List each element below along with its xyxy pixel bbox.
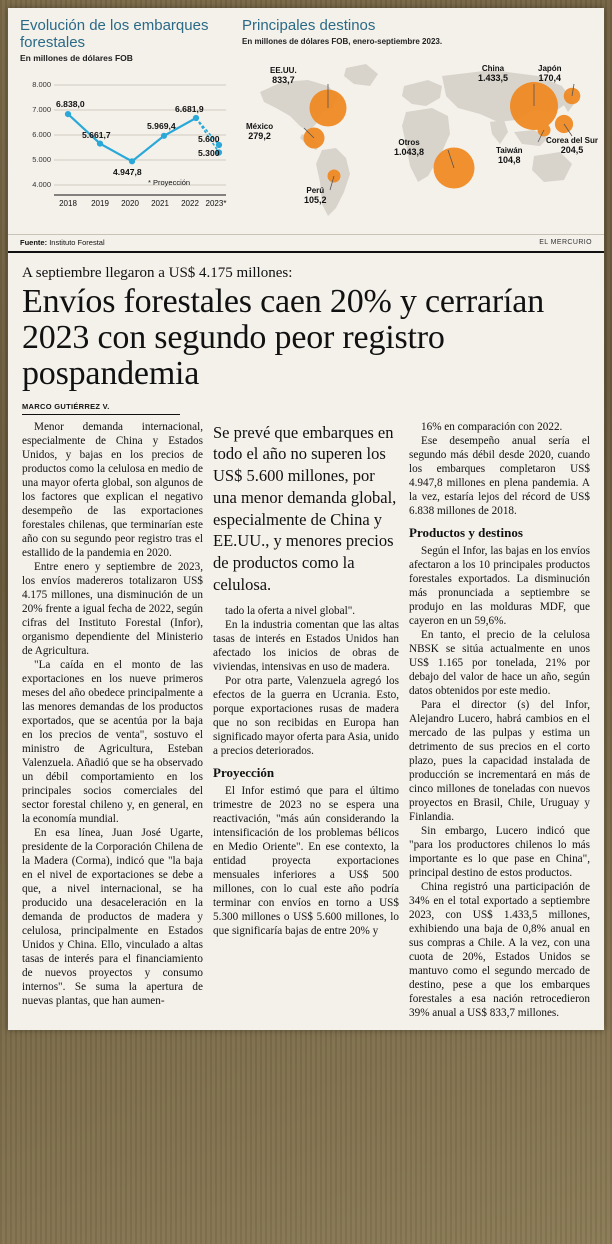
paragraph: En esa línea, Juan José Ugarte, presidente de la Corporación Chilena de la Madera (Corma), indicó que "la baja en el nivel de exportaciones se debe a que, a nivel internacional, se ha producido una desaceleración en la demanda de productos de madera y celulosa, principalmente en Estados Unidos y China. Ello, vinculado a altas tasas de interés para el financiamiento de nuevos proyectos y consumo internos". Se suma la apertura de nuevas plantas, que han aumen-	[22, 826, 203, 1007]
svg-text:6.838,0: 6.838,0	[56, 99, 85, 109]
source-credit	[20, 238, 105, 247]
article-column-3	[409, 420, 590, 1020]
paragraph: tado la oferta a nivel global".	[225, 604, 356, 617]
map-label-otros: Otros 1.043,8	[394, 137, 425, 157]
svg-text:4.947,8: 4.947,8	[113, 167, 142, 177]
pull-quote: Se prevé que embarques en todo el año no superen los US$ 5.600 millones, por una menor demanda global, especialmente de China y EE.UU., y menores precios de productos como la celulosa.	[213, 422, 397, 594]
svg-text:5.661,7: 5.661,7	[82, 130, 111, 140]
paragraph: Entre enero y septiembre de 2023, los envíos madereros totalizaron US$ 4.175 millones, una disminución de un 20% frente a igual fecha de 2022, según cifras del Instituto Forestal (Infor), organismo dependiente del Ministerio de Agricultura.	[22, 560, 203, 657]
paragraph: En la industria comentan que las altas tasas de interés en Estados Unidos han afectado los inicios de obras de viviendas, intensivas en uso de madera.	[213, 618, 399, 673]
svg-text:* Proyección: * Proyección	[148, 178, 191, 187]
infographic-block	[8, 8, 604, 235]
publication-brand: EL MERCURIO	[539, 238, 592, 246]
article	[8, 253, 604, 1020]
paragraph: El Infor estimó que para el último trimestre de 2023 no se espera una reactivación, "más aún considerando la intensificación de los problemas bélicos en Medio Oriente". En ese contexto, la entidad proyecta exportaciones mensuales inferiores a US$ 500 millones, con lo cual este año podría terminar con envíos en torno a US$ 5.300 millones o US$ 5.600 millones, lo que significaría bajas de entre 20% y	[213, 784, 399, 937]
map-title: Principales destinos	[242, 17, 376, 34]
svg-text:6.681,9: 6.681,9	[175, 104, 204, 114]
paragraph: Ese desempeño anual sería el segundo más débil desde 2020, cuando los embarques completaron US$ 4.947,8 millones en plena pandemia. A la vez, estaría lejos del récord de US$ 6.838 millones de 2018.	[409, 434, 590, 517]
newspaper-sheet	[8, 8, 604, 1030]
line-chart-svg	[20, 67, 232, 217]
svg-text:5.300: 5.300	[198, 148, 220, 158]
article-column-1	[22, 420, 203, 1008]
section-subhead-proyeccion: Proyección	[213, 764, 275, 780]
world-map	[242, 50, 599, 230]
map-label-peru: Perú 105,2	[304, 185, 327, 205]
article-kicker: A septiembre llegaron a US$ 4.175 millones:	[22, 264, 293, 281]
svg-text:2022: 2022	[181, 199, 199, 208]
paragraph: 16% en comparación con 2022.	[421, 420, 563, 433]
map-label-china: China 1.433,5	[478, 63, 509, 83]
paragraph: Menor demanda internacional, especialmente de China y Estados Unidos, y bajas en los precios de productos como la celulosa en medio de una mayor oferta global, son algunos de los factores que explican el negativo desempeño de las exportaciones forestales chilenas, que terminarían este año con su segundo peor registro tras el estallido de la pandemia en 2020.	[22, 420, 203, 559]
paragraph: Sin embargo, Lucero indicó que "para los productores chilenos lo más importante es lo que pase en China", principal destino de estos productos.	[409, 824, 590, 879]
map-label-corea: Corea del Sur 204,5	[546, 135, 599, 155]
paragraph: China registró una participación de 34% en el total exportado a septiembre 2023, con US$ 1.433,5 millones, exhibiendo una baja de 0,8% anual en sus compras a Chile. A la vez, con una cuota de 20%, Estados Unidos se mantuvo como el segundo mercado de destino, pese a que los embarques forestales a esa nación retrocedieron 39% anual a US$ 833,7 millones.	[409, 880, 590, 1019]
page-title: Envíos forestales caen 20% y cerrarían 2023 con segundo peor registro pospandemia	[22, 282, 544, 392]
source-label: Fuente:	[20, 237, 48, 247]
paragraph: En tanto, el precio de la celulosa NBSK se sitúa actualmente en unos US$ 1.165 por tonelada, 21% por debajo del valor de hace un año, según datos obtenidos por este medio.	[409, 628, 590, 697]
map-label-eeuu: EE.UU. 833,7	[270, 65, 297, 85]
paragraph: Para el director (s) del Infor, Alejandro Lucero, habrá cambios en el mercado de las pulpas y estima un detrimento de sus precios en el corto plazo, pues la capacidad instalada de producción se incrementará en más de cinco millones de toneladas con nuevos proyectos en Brasil, Chile, Uruguay y Finlandia.	[409, 698, 590, 823]
section-subhead-productos: Productos y destinos	[409, 524, 523, 540]
map-subtitle: En millones de dólares FOB, enero-septiembre 2023.	[242, 36, 443, 46]
source-bar	[8, 235, 604, 253]
bubble-map-panel	[242, 17, 599, 230]
svg-text:2020: 2020	[121, 199, 139, 208]
article-column-2	[213, 420, 399, 938]
line-chart-subtitle: En millones de dólares FOB	[20, 53, 133, 63]
source-name: Instituto Forestal	[49, 237, 105, 247]
line-chart	[20, 67, 232, 217]
line-chart-title: Evolución de los embarques forestales	[20, 17, 209, 51]
paragraph: Por otra parte, Valenzuela agregó los efectos de la guerra en Ucrania. Esto, porque exportaciones rusas de madera que no son recibidas en Europa han significado mayor oferta para Asia, unido a precios deteriorados.	[213, 674, 399, 757]
svg-text:7.000: 7.000	[32, 105, 51, 114]
svg-text:2019: 2019	[91, 199, 109, 208]
svg-text:5.000: 5.000	[32, 155, 51, 164]
svg-text:8.000: 8.000	[32, 80, 51, 89]
map-label-mexico: México 279,2	[246, 121, 274, 141]
svg-text:4.000: 4.000	[32, 180, 51, 189]
svg-text:5.969,4: 5.969,4	[147, 121, 176, 131]
paragraph: "La caída en el monto de las exportaciones en los nueve primeros meses del año obedece principalmente a las menores demandas de los productos exportados, que se acentúa por la baja en los precios de venta", sostuvo el ministro de Agricultura, Esteban Valenzuela. Añadió que se ha observado un débil comportamiento en los principales socios comerciales del sector forestal chileno y, en general, en la economía mundial.	[22, 658, 203, 825]
svg-text:6.000: 6.000	[32, 130, 51, 139]
svg-text:2018: 2018	[59, 199, 77, 208]
article-columns	[22, 420, 590, 1020]
svg-text:5.600: 5.600	[198, 134, 220, 144]
map-label-japon: Japón 170,4	[538, 63, 562, 83]
paragraph: Según el Infor, las bajas en los envíos afectaron a los 10 principales productos forestales exportados. La disminución más pronunciada a septiembre se produjo en las molduras MDF, que cayeron en un 59,6%.	[409, 544, 590, 627]
line-chart-panel	[20, 18, 232, 230]
article-byline: MARCO GUTIÉRREZ V.	[22, 402, 180, 415]
svg-text:2021: 2021	[151, 199, 169, 208]
map-label-taiwan: Taiwán 104,8	[496, 145, 523, 165]
svg-text:2023*: 2023*	[205, 199, 227, 208]
